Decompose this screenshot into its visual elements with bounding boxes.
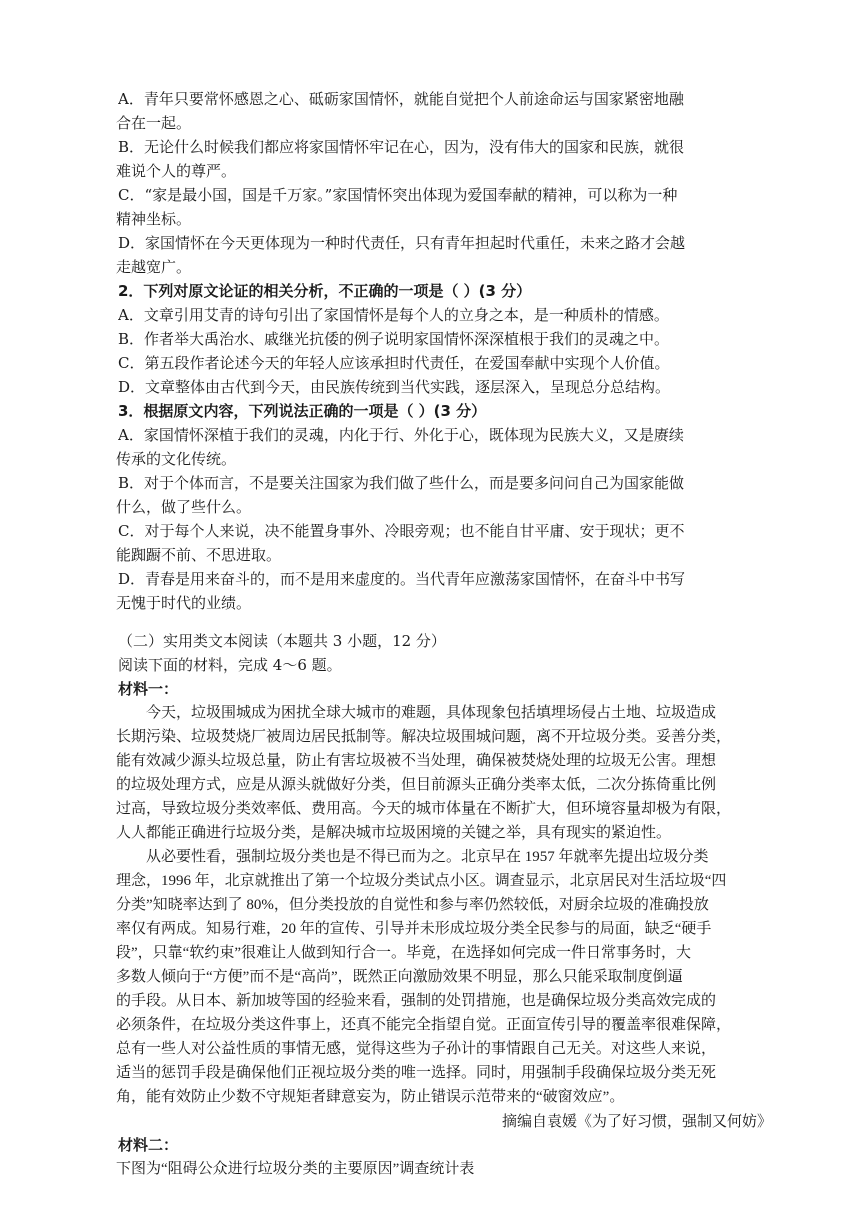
material-one-label: 材料一： xyxy=(118,680,179,698)
material-one-p1-line6: 人人都能正确进行垃圾分类，是解决城市垃圾困境的关键之举，具有现实的紧迫性。 xyxy=(116,825,672,841)
material-one-p2-line3: 分类”知晓率达到了 80%，但分类投放的自觉性和参与率仍然较低，对厨余垃圾的准确投放 xyxy=(116,897,709,913)
q2-option-c: C．第五段作者论述今天的年轻人应该承担时代责任，在爱国奉献中实现个人价值。 xyxy=(118,354,670,372)
q3-option-d-line1: D．青春是用来奋斗的，而不是用来虚度的。当代青年应激荡家国情怀，在奋斗中书写 xyxy=(118,570,686,588)
q3-option-b-line2: 什么，做了些什么。 xyxy=(116,498,252,516)
q1-option-d-line1: D．家国情怀在今天更体现为一种时代责任，只有青年担起时代重任，未来之路才会越 xyxy=(118,234,686,252)
material-one-p2-line8: 必须条件，在垃圾分类这件事上，还真不能完全指望自觉。正面宣传引导的覆盖率很难保障， xyxy=(116,1017,732,1033)
q2-option-a: A．文章引用艾青的诗句引出了家国情怀是每个人的立身之本，是一种质朴的情感。 xyxy=(118,306,669,324)
q1-option-c-line2: 精神坐标。 xyxy=(116,210,192,228)
q3-option-c-line1: C．对于每个人来说，决不能置身事外、冷眼旁观；也不能自甘平庸、安于现状；更不 xyxy=(118,522,685,540)
material-two-intro: 下图为“阻碍公众进行垃圾分类的主要原因”调查统计表 xyxy=(116,1161,475,1177)
material-one-p2-line2: 理念，1996 年，北京就推出了第一个垃圾分类试点小区。调查显示，北京居民对生活垃圾“四 xyxy=(116,873,727,889)
material-one-p1-line5: 过高，导致垃圾分类效率低、费用高。今天的城市体量在不断扩大，但环境容量却极为有限， xyxy=(116,801,732,817)
material-one-p2-line9: 总有一些人对公益性质的事情无感，觉得这些为子孙计的事情跟自己无关。对这些人来说， xyxy=(116,1041,717,1057)
material-two-label: 材料二： xyxy=(118,1136,179,1154)
material-one-p2-line10: 适当的惩罚手段是确保他们正视垃圾分类的唯一选择。同时，用强制手段确保垃圾分类无死 xyxy=(116,1065,717,1081)
material-one-p1-line3: 能有效减少源头垃圾总量，防止有害垃圾被不当处理，确保被焚烧处理的垃圾无公害。理想 xyxy=(116,753,717,769)
q1-option-a-line1: A．青年只要常怀感恩之心、砥砺家国情怀，就能自觉把个人前途命运与国家紧密地融 xyxy=(118,90,684,108)
q3-option-b-line1: B．对于个体而言，不是要关注国家为我们做了些什么，而是要多问问自己为国家能做 xyxy=(118,474,685,492)
material-one-p1-line2: 长期污染、垃圾焚烧厂被周边居民抵制等。解决垃圾围城问题，离不开垃圾分类。妥善分类， xyxy=(116,729,732,745)
q1-option-b-line2: 难说个人的尊严。 xyxy=(116,162,237,180)
q1-option-a-line2: 合在一起。 xyxy=(116,114,192,132)
material-one-p1-line1: 今天，垃圾围城成为困扰全球大城市的难题，具体现象包括填埋场侵占土地、垃圾造成 xyxy=(146,705,717,721)
material-one-p2-line11: 角，能有效防止少数不守规矩者肆意妄为，防止错误示范带来的“破窗效应”。 xyxy=(116,1089,625,1105)
material-one-p1-line4: 的垃圾处理方式，应是从源头就做好分类，但目前源头正确分类率太低，二次分拣倚重比例 xyxy=(116,777,717,793)
q3-option-c-line2: 能踟蹰不前、不思进取。 xyxy=(116,546,282,564)
section-heading: （二）实用类文本阅读（本题共 3 小题，12 分） xyxy=(118,632,446,650)
q1-option-b-line1: B．无论什么时候我们都应将家国情怀牢记在心，因为，没有伟大的国家和民族，就很 xyxy=(118,138,685,156)
q2-option-d: D．文章整体由古代到今天，由民族传统到当代实践，逐层深入，呈现总分总结构。 xyxy=(118,378,671,396)
q3-option-a-line2: 传承的文化传统。 xyxy=(116,450,237,468)
q2-option-b: B．作者举大禹治水、戚继光抗倭的例子说明家国情怀深深植根于我们的灵魂之中。 xyxy=(118,330,670,348)
material-one-p2-line4: 率仅有两成。知易行难，20 年的宣传、引导并未形成垃圾分类全民参与的局面，缺乏“硬手 xyxy=(116,921,712,937)
q3-option-d-line2: 无愧于时代的业绩。 xyxy=(116,594,252,612)
q2-stem: 2．下列对原文论证的相关分析，不正确的一项是（ ）(3 分） xyxy=(118,282,532,300)
q3-option-a-line1: A．家国情怀深植于我们的灵魂，内化于行、外化于心，既体现为民族大义，又是赓续 xyxy=(118,426,684,444)
material-one-p2-line7: 的手段。从日本、新加坡等国的经验来看，强制的处罚措施，也是确保垃圾分类高效完成的 xyxy=(116,993,717,1009)
q1-option-d-line2: 走越宽广。 xyxy=(116,258,192,276)
material-one-p2-line5: 段”，只靠“软约束”很难让人做到知行合一。毕竟，在选择如何完成一件日常事务时，大 xyxy=(116,945,691,961)
q1-option-c-line1: C．“家是最小国，国是千万家。”家国情怀突出体现为爱国奉献的精神，可以称为一种 xyxy=(118,186,678,204)
q3-stem: 3．根据原文内容，下列说法正确的一项是（ ）(3 分） xyxy=(118,402,487,420)
material-one-source: 摘编自袁媛《为了好习惯，强制又何妨》 xyxy=(501,1112,772,1130)
material-one-p2-line1: 从必要性看，强制垃圾分类也是不得已而为之。北京早在 1957 年就率先提出垃圾分类 xyxy=(146,849,709,865)
material-one-p2-line6: 多数人倾向于“方便”而不是“高尚”，既然正向激励效果不明显，那么只能采取制度倒逼 xyxy=(116,969,683,985)
section-instruction: 阅读下面的材料，完成 4～6 题。 xyxy=(118,656,342,674)
